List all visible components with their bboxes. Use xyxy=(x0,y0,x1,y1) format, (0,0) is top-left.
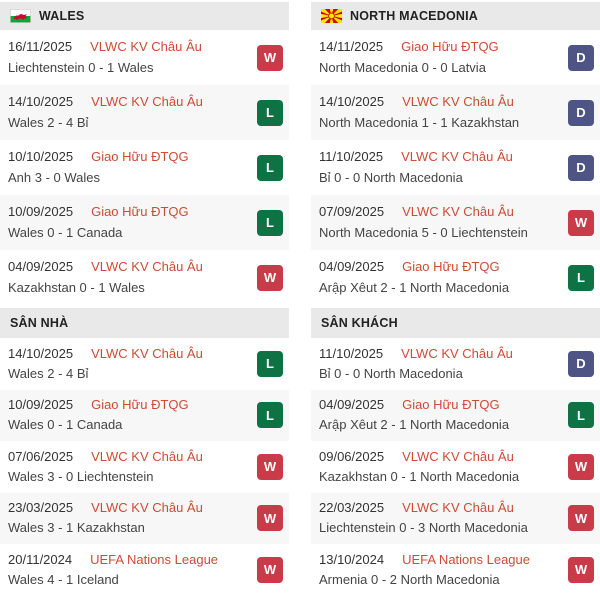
match-row[interactable] xyxy=(311,441,600,493)
match-info xyxy=(8,92,203,132)
match-date: 10/09/2025 xyxy=(8,204,74,220)
wales-flag-icon xyxy=(10,9,31,23)
competition-link[interactable]: UEFA Nations League xyxy=(402,551,530,567)
match-info xyxy=(319,550,530,590)
match-date: 11/10/2025 xyxy=(319,149,384,165)
match-info xyxy=(319,395,509,435)
competition-link[interactable]: Giao Hữu ĐTQG xyxy=(91,149,189,165)
match-info xyxy=(8,447,203,487)
match-result: Bỉ 0 - 0 North Macedonia xyxy=(319,365,463,381)
competition-link[interactable]: VLWC KV Châu Âu xyxy=(402,500,514,516)
match-date: 07/09/2025 xyxy=(319,204,385,220)
match-info xyxy=(319,92,519,132)
match-date: 16/11/2025 xyxy=(8,39,73,55)
match-row[interactable] xyxy=(0,338,289,390)
match-result: Bỉ 0 - 0 North Macedonia xyxy=(319,169,463,185)
competition-link[interactable]: VLWC KV Châu Âu xyxy=(402,94,514,110)
result-badge: L xyxy=(257,351,283,377)
match-result: North Macedonia 5 - 0 Liechtenstein xyxy=(319,224,528,240)
match-result: Arập Xêut 2 - 1 North Macedonia xyxy=(319,279,510,295)
match-info xyxy=(8,37,202,77)
team-header-wales xyxy=(0,2,289,30)
competition-link[interactable]: VLWC KV Châu Âu xyxy=(91,448,203,464)
match-date: 14/11/2025 xyxy=(319,39,384,55)
match-row[interactable] xyxy=(311,390,600,442)
match-result: Kazakhstan 0 - 1 North Macedonia xyxy=(319,468,520,484)
match-row[interactable] xyxy=(0,441,289,493)
match-result: Wales 3 - 1 Kazakhstan xyxy=(8,520,145,536)
match-result: Armenia 0 - 2 North Macedonia xyxy=(319,571,500,587)
competition-link[interactable]: VLWC KV Châu Âu xyxy=(91,500,203,516)
match-info xyxy=(8,498,203,538)
competition-link[interactable]: VLWC KV Châu Âu xyxy=(402,448,514,464)
match-row[interactable] xyxy=(0,140,289,195)
match-info xyxy=(8,202,189,242)
result-badge: W xyxy=(257,454,283,480)
match-info xyxy=(319,257,509,297)
match-result: North Macedonia 0 - 0 Latvia xyxy=(319,59,486,75)
match-row[interactable] xyxy=(0,85,289,140)
result-badge: L xyxy=(568,265,594,291)
result-badge: W xyxy=(568,210,594,236)
competition-link[interactable]: VLWC KV Châu Âu xyxy=(91,94,203,110)
team-name: NORTH MACEDONIA xyxy=(350,9,478,23)
match-row[interactable] xyxy=(0,30,289,85)
result-badge: W xyxy=(257,265,283,291)
match-date: 13/10/2024 xyxy=(319,551,385,567)
section-header-away: SÂN KHÁCH xyxy=(311,308,600,338)
result-badge: L xyxy=(257,210,283,236)
competition-link[interactable]: VLWC KV Châu Âu xyxy=(402,204,514,220)
result-badge: D xyxy=(568,100,594,126)
match-row[interactable] xyxy=(0,544,289,596)
match-row[interactable] xyxy=(311,30,600,85)
match-date: 14/10/2025 xyxy=(8,94,74,110)
result-badge: L xyxy=(257,100,283,126)
home-matches-wales xyxy=(0,338,289,596)
match-date: 14/10/2025 xyxy=(8,345,74,361)
match-row[interactable] xyxy=(311,338,600,390)
match-row[interactable] xyxy=(311,544,600,596)
result-badge: W xyxy=(257,505,283,531)
match-result: Wales 0 - 1 Canada xyxy=(8,417,123,433)
match-info xyxy=(319,447,519,487)
match-date: 23/03/2025 xyxy=(8,500,74,516)
result-badge: W xyxy=(257,45,283,71)
match-row[interactable] xyxy=(311,493,600,545)
match-result: Arập Xêut 2 - 1 North Macedonia xyxy=(319,417,510,433)
result-badge: D xyxy=(568,351,594,377)
result-badge: W xyxy=(568,557,594,583)
team-name: WALES xyxy=(39,9,85,23)
competition-link[interactable]: VLWC KV Châu Âu xyxy=(401,345,513,361)
recent-matches-wales xyxy=(0,30,289,305)
competition-link[interactable]: Giao Hữu ĐTQG xyxy=(402,259,500,275)
match-date: 20/11/2024 xyxy=(8,551,73,567)
result-badge: L xyxy=(568,402,594,428)
match-row[interactable] xyxy=(0,250,289,305)
match-info xyxy=(319,498,528,538)
match-row[interactable] xyxy=(0,195,289,250)
result-badge: W xyxy=(568,505,594,531)
match-result: Wales 3 - 0 Liechtenstein xyxy=(8,468,154,484)
match-info xyxy=(319,344,513,384)
match-date: 04/09/2025 xyxy=(319,397,385,413)
match-date: 09/06/2025 xyxy=(319,448,385,464)
competition-link[interactable]: Giao Hữu ĐTQG xyxy=(402,397,500,413)
match-info xyxy=(319,202,528,242)
match-row[interactable] xyxy=(0,493,289,545)
match-result: North Macedonia 1 - 1 Kazakhstan xyxy=(319,114,520,130)
result-badge: W xyxy=(257,557,283,583)
match-info xyxy=(8,344,203,384)
competition-link[interactable]: VLWC KV Châu Âu xyxy=(401,149,513,165)
match-date: 10/09/2025 xyxy=(8,397,74,413)
match-date: 04/09/2025 xyxy=(319,259,385,275)
match-result: Wales 2 - 4 Bỉ xyxy=(8,365,89,381)
match-row[interactable] xyxy=(311,250,600,305)
match-row[interactable] xyxy=(311,140,600,195)
team-header-north-macedonia xyxy=(311,2,600,30)
result-badge: W xyxy=(568,454,594,480)
match-result: Liechtenstein 0 - 3 North Macedonia xyxy=(319,520,528,536)
competition-link[interactable]: VLWC KV Châu Âu xyxy=(91,259,203,275)
match-row[interactable] xyxy=(0,390,289,442)
competition-link[interactable]: UEFA Nations League xyxy=(90,551,219,567)
match-info xyxy=(319,147,513,187)
competition-link[interactable]: Giao Hữu ĐTQG xyxy=(401,39,499,55)
column-wales xyxy=(0,0,289,596)
match-row[interactable] xyxy=(311,195,600,250)
match-date: 10/10/2025 xyxy=(8,149,74,165)
recent-matches-north-macedonia xyxy=(311,30,600,305)
section-header-home: SÂN NHÀ xyxy=(0,308,289,338)
away-matches-north-macedonia xyxy=(311,338,600,596)
column-north-macedonia xyxy=(311,0,600,596)
match-result: Kazakhstan 0 - 1 Wales xyxy=(8,279,145,295)
match-info xyxy=(8,257,203,297)
match-date: 07/06/2025 xyxy=(8,448,74,464)
result-badge: L xyxy=(257,402,283,428)
match-info xyxy=(8,550,218,590)
competition-link[interactable]: VLWC KV Châu Âu xyxy=(90,39,202,55)
match-date: 14/10/2025 xyxy=(319,94,385,110)
match-result: Wales 2 - 4 Bỉ xyxy=(8,114,89,130)
match-date: 11/10/2025 xyxy=(319,345,384,361)
match-date: 22/03/2025 xyxy=(319,500,385,516)
match-result: Wales 0 - 1 Canada xyxy=(8,224,123,240)
match-date: 04/09/2025 xyxy=(8,259,74,275)
north-macedonia-flag-icon xyxy=(321,9,342,23)
result-badge: D xyxy=(568,155,594,181)
result-badge: D xyxy=(568,45,594,71)
match-info xyxy=(319,37,499,77)
competition-link[interactable]: VLWC KV Châu Âu xyxy=(91,345,203,361)
match-result: Liechtenstein 0 - 1 Wales xyxy=(8,59,154,75)
match-result: Anh 3 - 0 Wales xyxy=(8,169,101,185)
competition-link[interactable]: Giao Hữu ĐTQG xyxy=(91,204,189,220)
result-badge: L xyxy=(257,155,283,181)
match-row[interactable] xyxy=(311,85,600,140)
competition-link[interactable]: Giao Hữu ĐTQG xyxy=(91,397,189,413)
match-info xyxy=(8,395,189,435)
match-result: Wales 4 - 1 Iceland xyxy=(8,571,119,587)
match-info xyxy=(8,147,189,187)
